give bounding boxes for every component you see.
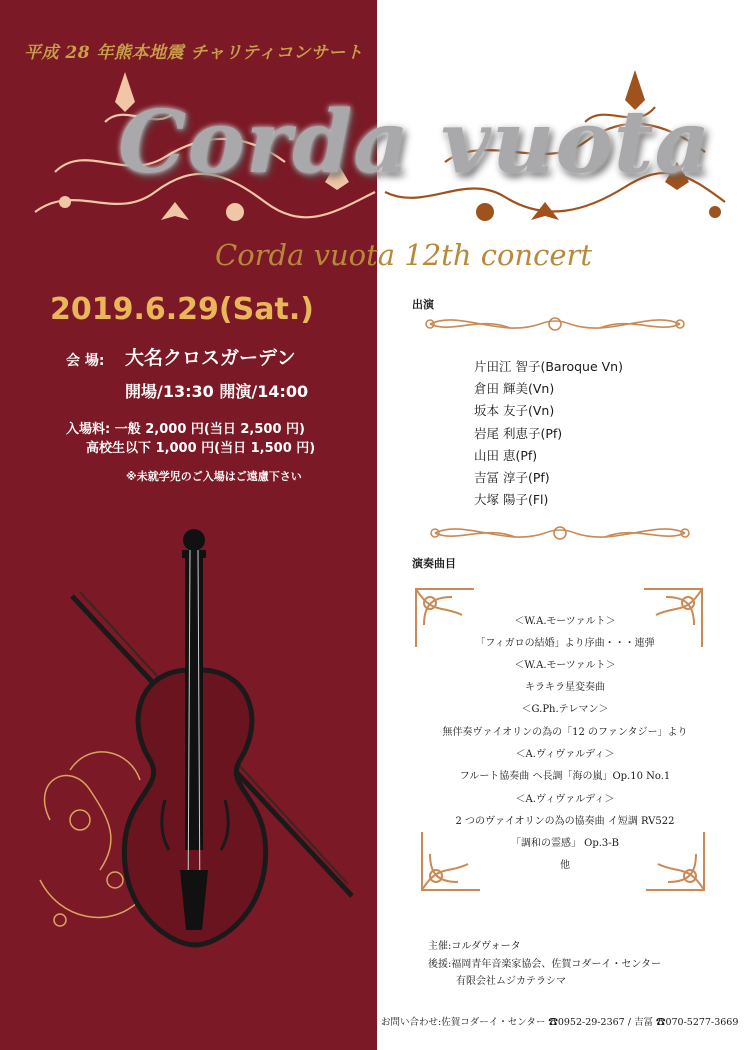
program-line: フルート協奏曲 ヘ長調「海の嵐」Op.10 No.1 [459,771,671,782]
performer-item: 大塚 陽子(Fl) [474,492,549,507]
program-line: 無伴奏ヴァイオリンの為の「12 のファンタジー」より [442,727,688,738]
program-line: ＜W.A.モーツァルト＞ [514,616,616,627]
concert-subtitle: Corda vuota 12th concert [215,238,593,272]
event-times: 開場/13:30 開演/14:00 [125,382,309,401]
admission-notice: ※未就学児のご入場はご遠慮下さい [126,470,302,483]
program-line: 「フィガロの結婚」より序曲・・・連弾 [475,638,655,649]
venue-name: 大名クロスガーデン [125,347,296,369]
page-title: Corda vuota [118,92,712,193]
performer-item: 岩尾 利恵子(Pf) [474,426,563,441]
support-line-2: 有限会社ムジカテラシマ [456,976,566,987]
program-line: ＜A.ヴィヴァルディ＞ [515,749,615,760]
organizer: 主催:コルダヴォータ [428,941,521,952]
performer-item: 倉田 輝美(Vn) [474,381,555,396]
divider-ornament-icon [425,515,695,551]
fee-students: 高校生以下 1,000 円(当日 1,500 円) [86,441,316,456]
performer-item: 片田江 智子(Baroque Vn) [474,359,623,374]
contact-info: お問い合わせ:佐賀コダーイ・センター ☎0952-29-2367 / 吉冨 ☎070-5277-3669 [381,1017,739,1028]
program-line: 「調和の霊感」 Op.3-B [510,838,620,849]
fee-general: 入場料: 一般 2,000 円(当日 2,500 円) [66,422,305,437]
venue-label: 会 場: [66,353,105,369]
program-line: ＜W.A.モーツァルト＞ [514,660,616,671]
program-heading: 演奏曲目 [412,557,456,570]
divider-ornament-icon [420,306,690,342]
program-line: ＜A.ヴィヴァルディ＞ [515,794,615,805]
event-line: 平成 28 年熊本地震 チャリティコンサート [24,43,364,63]
violin-icon [30,520,360,960]
program-line: ＜G.Ph.テレマン＞ [521,704,609,715]
program-line: キラキラ星変奏曲 [525,682,605,693]
event-date: 2019.6.29(Sat.) [50,292,314,327]
program-line: 2 つのヴァイオリンの為の協奏曲 イ短調 RV522 [455,816,675,827]
performer-item: 坂本 友子(Vn) [474,403,555,418]
program-line: 他 [560,860,570,871]
performer-item: 吉冨 淳子(Pf) [474,470,550,485]
performer-item: 山田 恵(Pf) [474,448,538,463]
performers-heading: 出演 [412,298,434,311]
support-line-1: 後援:福岡青年音楽家協会、佐賀コダーイ・センター [428,959,661,970]
